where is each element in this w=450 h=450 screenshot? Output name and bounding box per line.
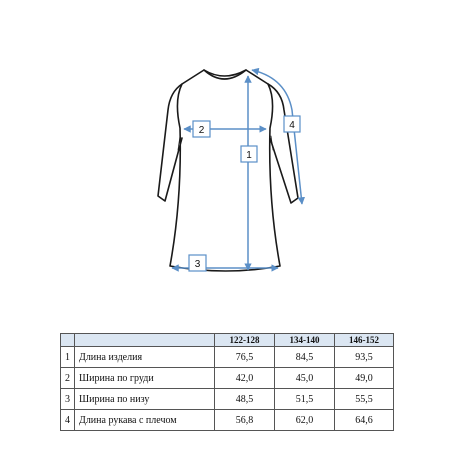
marker-3-label: 3: [194, 259, 201, 270]
header-num: [61, 334, 75, 347]
marker-1-label: 1: [246, 150, 252, 161]
table-row: [61, 389, 394, 410]
row-value: 93,5: [335, 347, 394, 368]
marker-1: [241, 146, 257, 162]
size-table: [60, 333, 394, 431]
header-name: [75, 334, 215, 347]
row-name: Ширина по низу: [75, 389, 215, 410]
marker-2-label: 2: [198, 125, 205, 136]
row-value: 62,0: [275, 410, 335, 431]
row-value: 42,0: [215, 368, 275, 389]
row-name: Ширина по груди: [75, 368, 215, 389]
row-name: Длина рукава с плечом: [75, 410, 215, 431]
row-value: 56,8: [215, 410, 275, 431]
table-row: [61, 410, 394, 431]
header-size-3: 146-152: [335, 334, 394, 347]
row-value: 51,5: [275, 389, 335, 410]
table-row: [61, 347, 394, 368]
dress-outline: [158, 70, 298, 271]
header-size-2: 134-140: [275, 334, 335, 347]
row-value: 64,6: [335, 410, 394, 431]
row-value: 76,5: [215, 347, 275, 368]
marker-4: [284, 116, 300, 132]
row-name: Длина изделия: [75, 347, 215, 368]
row-number: 1: [61, 347, 75, 368]
row-value: 45,0: [275, 368, 335, 389]
row-number: 4: [61, 410, 75, 431]
table-row: [61, 368, 394, 389]
row-value: 55,5: [335, 389, 394, 410]
table-header-row: [61, 334, 394, 347]
marker-4-label: 4: [289, 120, 295, 131]
row-value: 84,5: [275, 347, 335, 368]
row-value: 48,5: [215, 389, 275, 410]
sleeve-line: [252, 70, 302, 204]
marker-3: [189, 255, 206, 271]
row-number: 2: [61, 368, 75, 389]
header-size-1: 122-128: [215, 334, 275, 347]
row-value: 49,0: [335, 368, 394, 389]
row-number: 3: [61, 389, 75, 410]
marker-2: [193, 121, 210, 137]
